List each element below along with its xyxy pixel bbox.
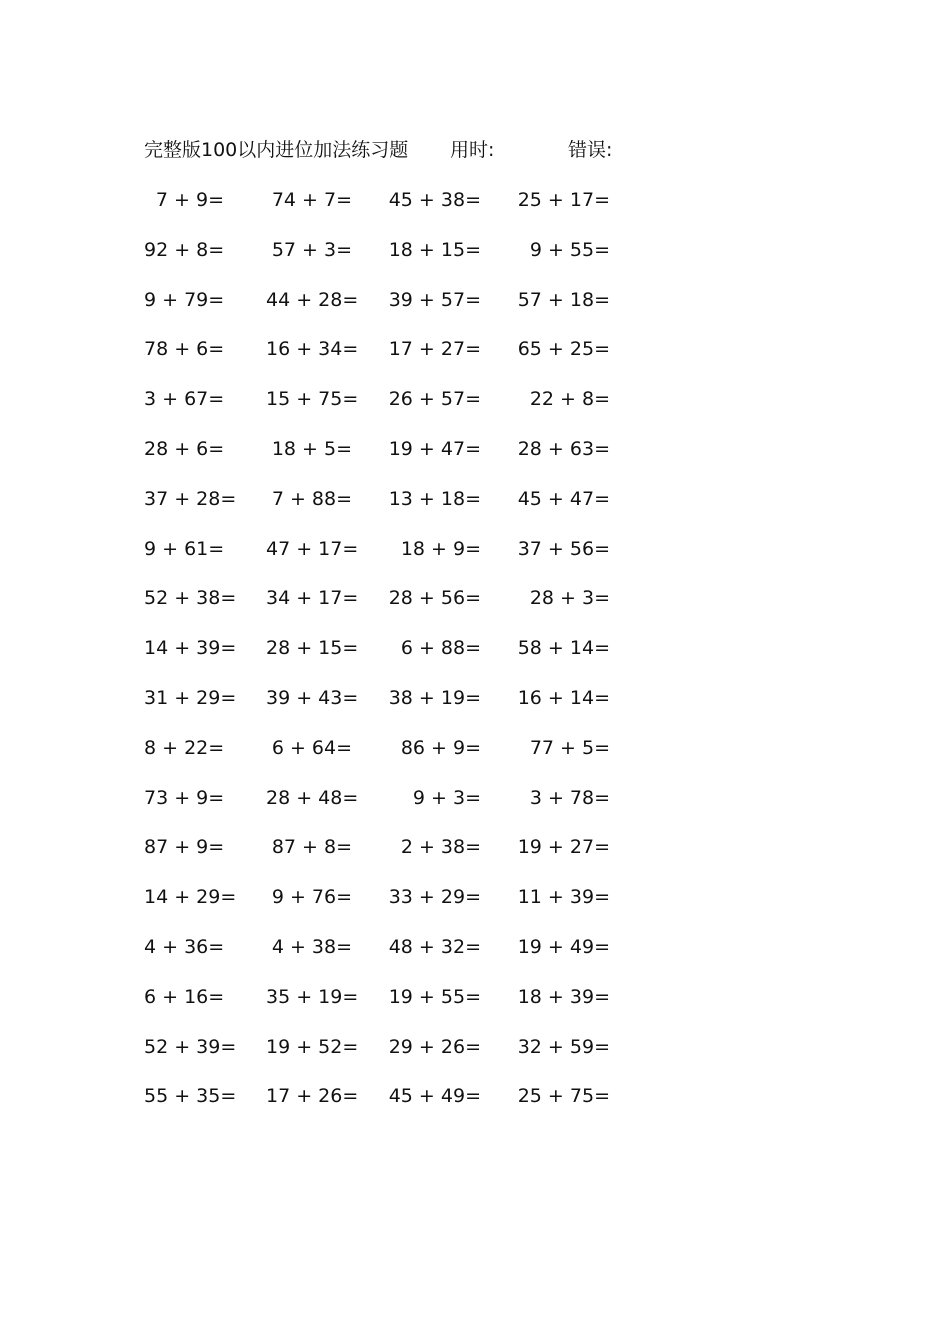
- addition-problem: 87 + 8=: [271, 836, 352, 859]
- worksheet-title: 完整版100以内进位加法练习题: [144, 139, 409, 161]
- addition-problem: 73 + 9=: [144, 786, 225, 809]
- addition-problem: 9 + 79=: [144, 288, 225, 311]
- problem-row: [0, 583, 950, 613]
- problem-row: [0, 733, 950, 763]
- addition-problem: 3 + 67=: [144, 388, 225, 411]
- problem-row: [0, 384, 950, 414]
- addition-problem: 13 + 18=: [388, 487, 481, 510]
- problem-row: [0, 185, 950, 215]
- addition-problem: 6 + 64=: [271, 736, 352, 759]
- addition-problem: 77 + 5=: [529, 736, 610, 759]
- problem-row: [0, 434, 950, 464]
- problem-row: [0, 832, 950, 862]
- addition-problem: 45 + 38=: [388, 189, 481, 211]
- addition-problem: 4 + 36=: [144, 936, 225, 958]
- problem-row: [0, 534, 950, 564]
- problem-row: [0, 285, 950, 315]
- problem-row: [0, 1032, 950, 1062]
- addition-problem: 16 + 14=: [517, 687, 610, 709]
- addition-problem: 19 + 49=: [517, 936, 610, 958]
- addition-problem: 7 + 88=: [271, 487, 352, 510]
- addition-problem: 26 + 57=: [388, 388, 481, 411]
- addition-problem: 25 + 17=: [517, 189, 610, 211]
- addition-problem: 14 + 29=: [144, 886, 237, 909]
- addition-problem: 9 + 61=: [144, 537, 225, 560]
- addition-problem: 28 + 3=: [529, 587, 610, 610]
- addition-problem: 55 + 35=: [144, 1085, 237, 1108]
- addition-problem: 34 + 17=: [266, 587, 359, 610]
- addition-problem: 35 + 19=: [266, 985, 359, 1008]
- addition-problem: 48 + 32=: [388, 936, 481, 958]
- addition-problem: 6 + 88=: [400, 637, 481, 660]
- addition-problem: 29 + 26=: [388, 1035, 481, 1058]
- addition-problem: 39 + 57=: [388, 288, 481, 311]
- addition-problem: 9 + 3=: [412, 786, 481, 809]
- problem-row: [0, 882, 950, 912]
- problem-row: [0, 334, 950, 364]
- addition-problem: 28 + 56=: [388, 587, 481, 610]
- addition-problem: 28 + 6=: [144, 438, 225, 460]
- addition-problem: 28 + 15=: [266, 637, 359, 660]
- addition-problem: 18 + 15=: [388, 238, 481, 261]
- addition-problem: 92 + 8=: [144, 238, 225, 261]
- addition-problem: 52 + 38=: [144, 587, 237, 610]
- addition-problem: 17 + 27=: [388, 338, 481, 361]
- addition-problem: 14 + 39=: [144, 637, 237, 660]
- addition-problem: 57 + 18=: [517, 288, 610, 311]
- addition-problem: 28 + 63=: [517, 438, 610, 460]
- addition-problem: 7 + 9=: [155, 189, 224, 211]
- addition-problem: 87 + 9=: [144, 836, 225, 859]
- problem-row: [0, 1081, 950, 1111]
- addition-problem: 37 + 28=: [144, 487, 237, 510]
- addition-problem: 33 + 29=: [388, 886, 481, 909]
- addition-problem: 18 + 39=: [517, 985, 610, 1008]
- addition-problem: 38 + 19=: [388, 687, 481, 709]
- problem-row: [0, 235, 950, 265]
- addition-problem: 52 + 39=: [144, 1035, 237, 1058]
- addition-problem: 58 + 14=: [517, 637, 610, 660]
- addition-problem: 47 + 17=: [266, 537, 359, 560]
- problem-row: [0, 783, 950, 813]
- addition-problem: 45 + 47=: [517, 487, 610, 510]
- addition-problem: 65 + 25=: [517, 338, 610, 361]
- problem-row: [0, 683, 950, 713]
- addition-problem: 17 + 26=: [266, 1085, 359, 1108]
- addition-problem: 37 + 56=: [517, 537, 610, 560]
- addition-problem: 78 + 6=: [144, 338, 225, 361]
- addition-problem: 19 + 47=: [388, 438, 481, 460]
- problem-row: [0, 633, 950, 663]
- addition-problem: 6 + 16=: [144, 985, 225, 1008]
- problem-row: [0, 982, 950, 1012]
- addition-problem: 45 + 49=: [388, 1085, 481, 1108]
- addition-problem: 25 + 75=: [517, 1085, 610, 1108]
- addition-problem: 3 + 78=: [529, 786, 610, 809]
- addition-problem: 44 + 28=: [266, 288, 359, 311]
- addition-problem: 74 + 7=: [271, 189, 352, 211]
- addition-problem: 57 + 3=: [271, 238, 352, 261]
- addition-problem: 22 + 8=: [529, 388, 610, 411]
- addition-problem: 19 + 55=: [388, 985, 481, 1008]
- addition-problem: 18 + 5=: [271, 438, 352, 460]
- addition-problem: 31 + 29=: [144, 687, 237, 709]
- addition-problem: 19 + 52=: [266, 1035, 359, 1058]
- addition-problem: 16 + 34=: [266, 338, 359, 361]
- problem-row: [0, 484, 950, 514]
- addition-problem: 9 + 76=: [271, 886, 352, 909]
- addition-problem: 9 + 55=: [529, 238, 610, 261]
- addition-problem: 19 + 27=: [517, 836, 610, 859]
- errors-label: 错误:: [568, 139, 613, 161]
- addition-problem: 8 + 22=: [144, 736, 225, 759]
- time-label: 用时:: [450, 139, 495, 161]
- addition-problem: 28 + 48=: [266, 786, 359, 809]
- addition-problem: 86 + 9=: [400, 736, 481, 759]
- addition-problem: 39 + 43=: [266, 687, 359, 709]
- addition-problem: 4 + 38=: [271, 936, 352, 958]
- addition-problem: 15 + 75=: [266, 388, 359, 411]
- addition-problem: 11 + 39=: [517, 886, 610, 909]
- addition-problem: 2 + 38=: [400, 836, 481, 859]
- problem-row: [0, 932, 950, 962]
- addition-problem: 18 + 9=: [400, 537, 481, 560]
- addition-problem: 32 + 59=: [517, 1035, 610, 1058]
